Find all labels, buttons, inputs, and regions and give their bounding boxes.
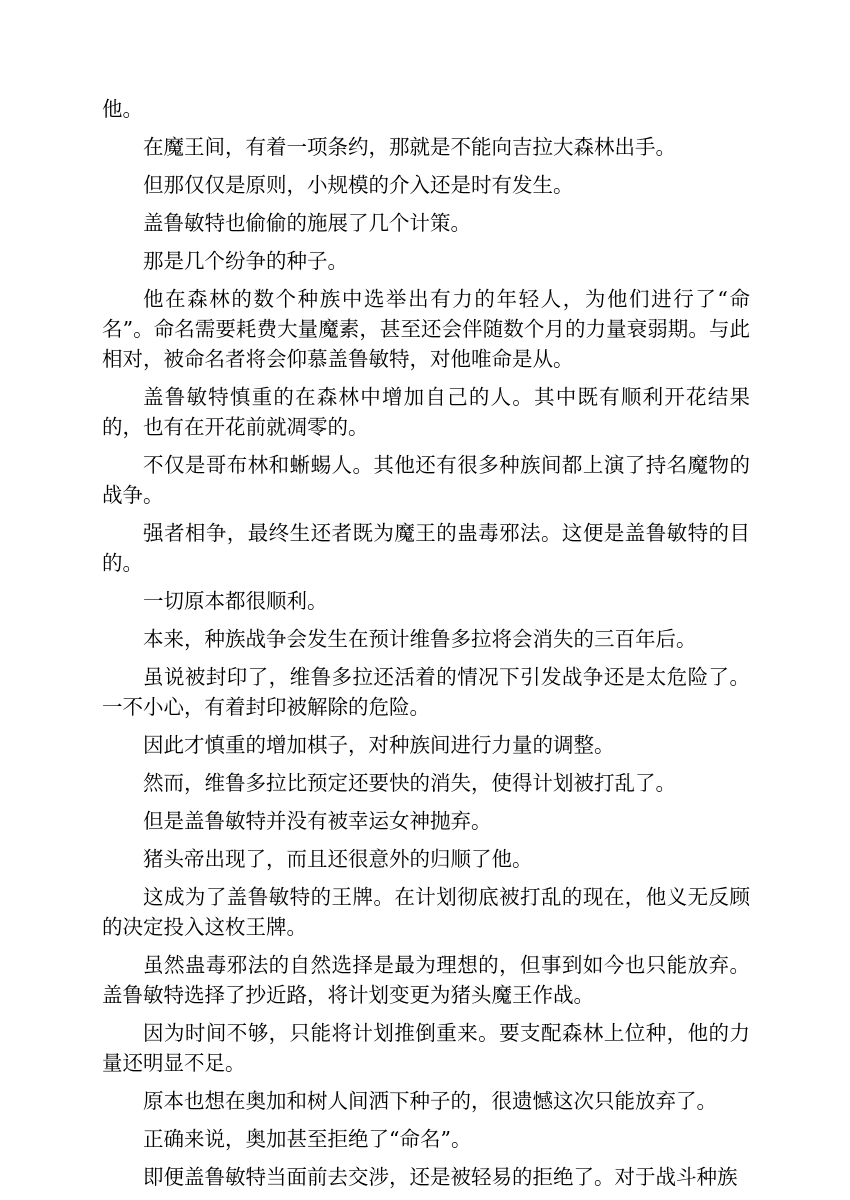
paragraph: 虽然蛊毒邪法的自然选择是最为理想的，但事到如今也只能放弃。盖鲁敏特选择了抄近路，将计划变更为猪头魔王作战。 (102, 953, 750, 1007)
paragraph: 因为时间不够，只能将计划推倒重来。要支配森林上位种，他的力量还明显不足。 (102, 1021, 750, 1075)
paragraph: 一切原本都很顺利。 (143, 589, 328, 613)
paragraph: 他在森林的数个种族中选举出有力的年轻人，为他们进行了“命名”。命名需要耗费大量魔素，甚至还会伴随数个月的力量衰弱期。与此相对，被命名者将会仰慕盖鲁敏特，对他唯命是从。 (102, 287, 750, 371)
paragraph: 不仅是哥布林和蜥蜴人。其他还有很多种族间都上演了持名魔物的战争。 (102, 453, 750, 507)
paragraph: 但那仅仅是原则，小规模的介入还是时有发生。 (143, 173, 574, 197)
paragraph: 因此才慎重的增加棋子，对种族间进行力量的调整。 (143, 733, 615, 757)
paragraph: 这成为了盖鲁敏特的王牌。在计划彻底被打乱的现在，他义无反顾的决定投入这枚王牌。 (102, 885, 750, 939)
paragraph: 原本也想在奥加和树人间洒下种子的，很遗憾这次只能放弃了。 (143, 1089, 717, 1113)
paragraph: 盖鲁敏特也偷偷的施展了几个计策。 (143, 211, 471, 235)
paragraph: 然而，维鲁多拉比预定还要快的消失，使得计划被打乱了。 (143, 771, 676, 795)
paragraph: 本来，种族战争会发生在预计维鲁多拉将会消失的三百年后。 (143, 627, 697, 651)
paragraph: 在魔王间，有着一项条约，那就是不能向吉拉大森林出手。 (143, 135, 676, 159)
paragraph: 虽说被封印了，维鲁多拉还活着的情况下引发战争还是太危险了。一不小心，有着封印被解除的危险。 (102, 665, 750, 719)
paragraph: 正确来说，奥加甚至拒绝了“命名”。 (143, 1127, 472, 1151)
paragraph: 但是盖鲁敏特并没有被幸运女神抛弃。 (143, 809, 492, 833)
paragraph: 即便盖鲁敏特当面前去交涉，还是被轻易的拒绝了。对于战斗种族 (143, 1165, 738, 1189)
paragraph: 盖鲁敏特慎重的在森林中增加自己的人。其中既有顺利开花结果的，也有在开花前就凋零的。 (102, 385, 750, 439)
paragraph: 强者相争，最终生还者既为魔王的蛊毒邪法。这便是盖鲁敏特的目的。 (102, 521, 750, 575)
paragraph: 猪头帝出现了，而且还很意外的归顺了他。 (143, 847, 533, 871)
paragraph: 他。 (102, 97, 143, 121)
paragraph: 那是几个纷争的种子。 (143, 249, 348, 273)
document-page (102, 94, 750, 1200)
